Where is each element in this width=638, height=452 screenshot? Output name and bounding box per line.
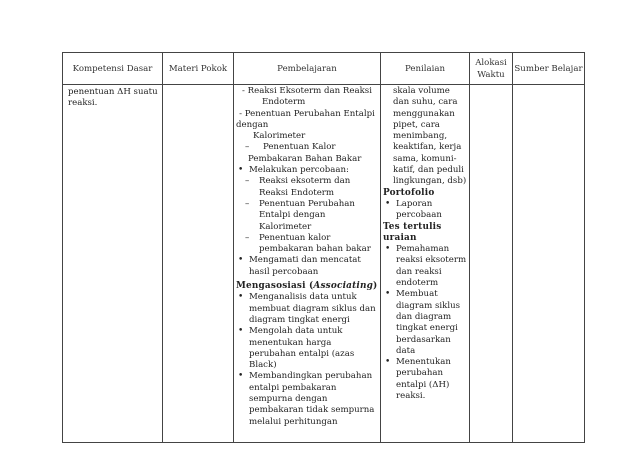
pembelajaran-cell — [234, 85, 381, 443]
header-materi-pokok: Materi Pokok — [163, 53, 234, 85]
bullet-menentukan: • Menentukan perubahan entalpi (ΔH) reaksi. — [383, 357, 467, 402]
lesson-plan-table — [62, 52, 585, 443]
bullet-menganalisis: • Menganalisis data untuk membuat diagram siklus dan diagram tingkat energi — [236, 292, 378, 326]
bullet-mengolah-data: • Mengolah data untuk menentukan harga perubahan entalpi (azas Black) — [236, 326, 378, 371]
pembelajaran-line: dengan — [236, 119, 269, 130]
bullet-membuat-diagram: • Membuat diagram siklus dan diagram tingkat energi berdasarkan data — [383, 289, 467, 357]
header-penilaian: Penilaian — [381, 53, 470, 85]
materi-cell — [163, 85, 234, 443]
pembelajaran-line: – Penentuan Kalor — [245, 142, 336, 153]
content-row — [63, 85, 585, 443]
penilaian-text: skala volume dan suhu, cara menggunakan pipet, cara menimbang, keaktifan, kerja sama, komuni-katif, dan peduli lingkungan, dsb) — [393, 86, 467, 187]
alokasi-cell — [470, 85, 513, 443]
sumber-cell — [513, 85, 585, 443]
dash-item-reaksi: – Reaksi eksoterm dan Reaksi Endoterm — [236, 176, 378, 199]
bullet-melakukan-percobaan: • Melakukan percobaan: — [236, 165, 378, 176]
pembelajaran-line: Endoterm — [262, 97, 306, 108]
kompetensi-text: penentuan ΔH suatu reaksi. — [68, 87, 158, 109]
header-row — [63, 53, 585, 85]
kompetensi-cell — [63, 85, 163, 443]
pembelajaran-line: - Reaksi Eksoterm dan Reaksi — [242, 86, 372, 96]
bullet-pemahaman: • Pemahaman reaksi eksoterm dan reaksi endoterm — [383, 244, 467, 289]
mengasosiasi-heading: Mengasosiasi (Associating) — [236, 281, 378, 292]
bullet-laporan-percobaan: • Laporan percobaan — [383, 199, 467, 222]
pembelajaran-line: - Penentuan Perubahan Entalpi — [239, 108, 375, 119]
header-alokasi-waktu: Alokasi Waktu — [470, 53, 513, 85]
header-sumber-belajar: Sumber Belajar — [513, 53, 585, 85]
bullet-membandingkan: • Membandingkan perubahan entalpi pembakaran sempurna dengan pembakaran tidak sempurna melalui perhitungan — [236, 371, 378, 427]
header-pembelajaran: Pembelajaran — [234, 53, 381, 85]
pembelajaran-line: Kalorimeter — [253, 131, 306, 142]
header-kompetensi-dasar: Kompetensi Dasar — [63, 53, 163, 85]
bullet-mengamati: • Mengamati dan mencatat hasil percobaan — [236, 255, 378, 278]
portofolio-heading: Portofolio — [383, 187, 435, 198]
pembelajaran-line: Pembakaran Bahan Bakar — [248, 153, 362, 164]
penilaian-cell — [381, 85, 470, 443]
dash-item-penentuan-entalpi: – Penentuan Perubahan Entalpi dengan Kalorimeter — [236, 199, 378, 233]
dash-item-kalor-pembakaran: – Penentuan kalor pembakaran bahan bakar — [236, 233, 378, 256]
tes-tertulis-heading: Tes tertulis uraian — [383, 221, 442, 243]
